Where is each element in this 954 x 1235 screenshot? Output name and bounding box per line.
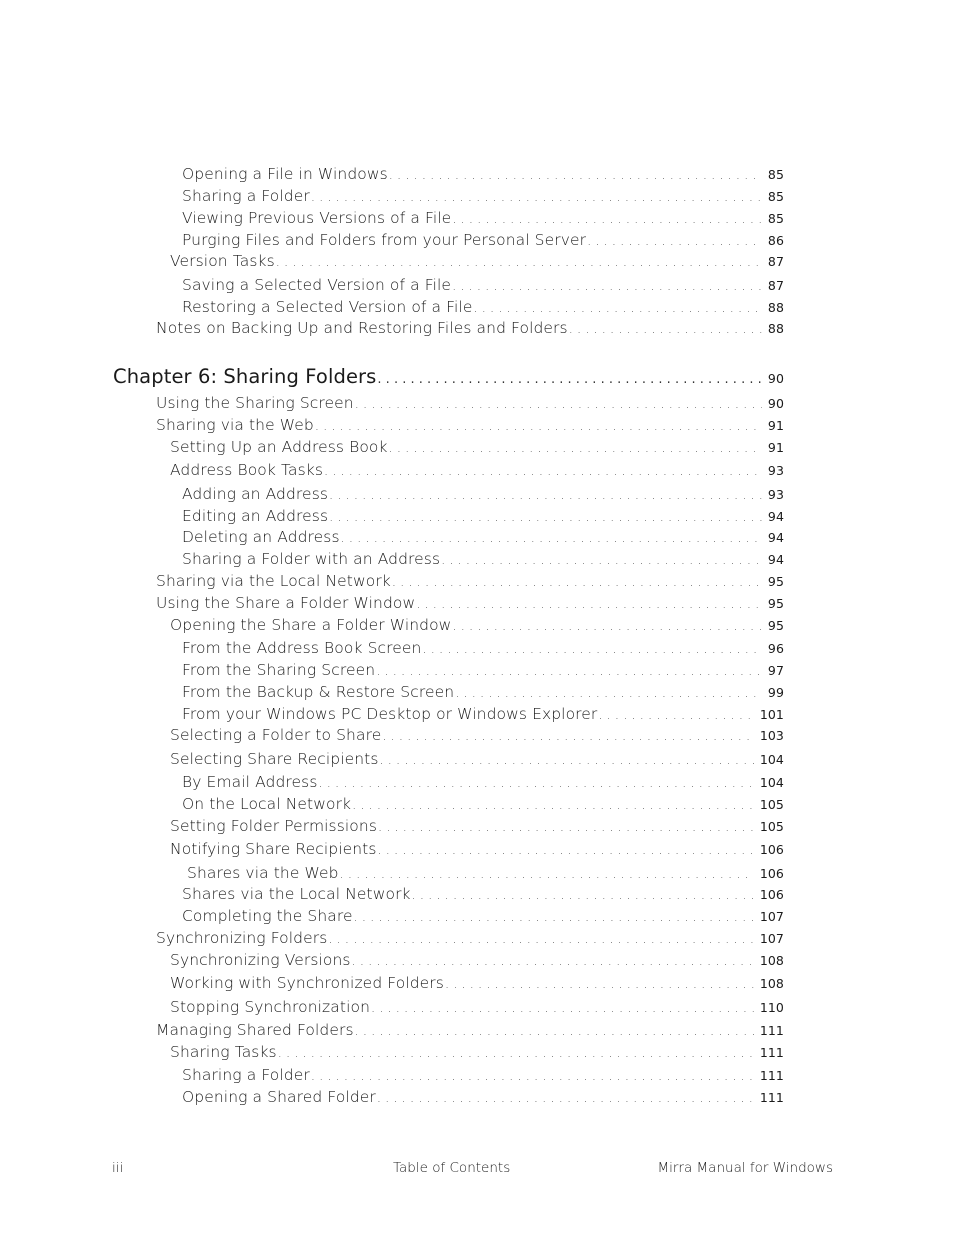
toc-entry-title: Shares via the Web [187, 864, 339, 882]
toc-entry-title: Working with Synchronized Folders [170, 974, 444, 992]
toc-entry-title: Opening a Shared Folder [182, 1088, 376, 1106]
toc-entry[interactable] [170, 252, 784, 270]
toc-entry[interactable] [182, 209, 784, 227]
toc-entry[interactable] [182, 795, 784, 813]
toc-entry-title: Sharing a Folder [182, 187, 310, 205]
toc-entry[interactable] [182, 683, 784, 701]
toc-entry-page-number: 104 [759, 775, 784, 790]
toc-entry-page-number: 88 [767, 321, 784, 336]
toc-dot-leader [278, 1046, 754, 1061]
toc-entry-title: Restoring a Selected Version of a File [182, 298, 473, 316]
toc-entry-title: Sharing via the Local Network [156, 572, 391, 590]
toc-entry-page-number: 105 [759, 797, 784, 812]
toc-entry-page-number: 87 [767, 254, 784, 269]
toc-entry-title: Chapter 6: Sharing Folders [113, 365, 377, 388]
toc-entry[interactable] [182, 1066, 784, 1084]
toc-dot-leader [445, 977, 754, 992]
toc-entry-title: From your Windows PC Desktop or Windows Explorer [182, 705, 598, 723]
toc-entry[interactable] [182, 705, 784, 723]
toc-entry[interactable] [170, 951, 784, 969]
toc-entry[interactable] [182, 485, 784, 503]
toc-entry-page-number: 99 [767, 685, 784, 700]
toc-entry-page-number: 111 [759, 1045, 784, 1060]
toc-entry[interactable] [170, 1043, 784, 1061]
toc-entry-title: Setting Folder Permissions [170, 817, 377, 835]
toc-entry-page-number: 93 [767, 463, 784, 478]
toc-entry-title: Deleting an Address [182, 528, 340, 546]
toc-entry-title: Selecting a Folder to Share [170, 726, 382, 744]
toc-entry-page-number: 88 [767, 300, 784, 315]
toc-entry-page-number: 106 [759, 866, 784, 881]
toc-entry-page-number: 108 [759, 976, 784, 991]
toc-dot-leader [377, 1091, 754, 1106]
toc-entry[interactable] [182, 639, 784, 657]
toc-entry-page-number: 106 [759, 842, 784, 857]
toc-entry[interactable] [182, 187, 784, 205]
toc-entry[interactable] [156, 319, 784, 337]
toc-dot-leader [441, 553, 762, 568]
toc-entry-page-number: 87 [767, 278, 784, 293]
toc-dot-leader [412, 888, 754, 903]
toc-dot-leader [276, 255, 762, 270]
toc-entry-page-number: 111 [759, 1023, 784, 1038]
toc-dot-leader [340, 867, 754, 882]
toc-entry-title: Opening the Share a Folder Window [170, 616, 452, 634]
toc-entry-page-number: 91 [767, 418, 784, 433]
toc-entry[interactable] [170, 461, 784, 479]
toc-dot-leader [376, 664, 762, 679]
toc-dot-leader [378, 820, 754, 835]
toc-dot-leader [328, 932, 753, 947]
toc-entry-title: Synchronizing Folders [156, 929, 328, 947]
toc-entry[interactable] [170, 438, 784, 456]
toc-entry-title: By Email Address [182, 773, 318, 791]
toc-entry[interactable] [156, 594, 784, 612]
toc-entry-page-number: 90 [767, 396, 784, 411]
toc-entry-page-number: 95 [767, 574, 784, 589]
toc-entry-page-number: 86 [767, 233, 784, 248]
toc-entry-title: Opening a File in Windows [182, 165, 388, 183]
toc-dot-leader [569, 322, 762, 337]
toc-dot-leader [389, 441, 762, 456]
toc-entry[interactable] [182, 907, 784, 925]
toc-dot-leader [380, 753, 754, 768]
toc-dot-leader [452, 619, 761, 634]
toc-dot-leader [416, 597, 762, 612]
toc-entry-title: From the Backup & Restore Screen [182, 683, 455, 701]
toc-dot-leader [587, 234, 762, 249]
toc-dot-leader [382, 729, 753, 744]
toc-entry-page-number: 85 [767, 211, 784, 226]
toc-dot-leader [311, 1069, 754, 1084]
toc-entry[interactable] [170, 817, 784, 835]
toc-entry-page-number: 85 [767, 189, 784, 204]
toc-entry-page-number: 111 [759, 1090, 784, 1105]
toc-entry[interactable] [182, 165, 784, 183]
toc-entry-title: Synchronizing Versions [170, 951, 351, 969]
toc-entry[interactable] [156, 416, 784, 434]
toc-entry-page-number: 94 [767, 530, 784, 545]
toc-entry-title: Saving a Selected Version of a File [182, 276, 452, 294]
toc-dot-leader [315, 419, 762, 434]
toc-entry-title: Setting Up an Address Book [170, 438, 388, 456]
toc-entry-page-number: 95 [767, 596, 784, 611]
toc-entry-page-number: 103 [759, 728, 784, 743]
toc-entry-page-number: 105 [759, 819, 784, 834]
toc-entry-page-number: 104 [759, 752, 784, 767]
toc-entry-page-number: 107 [759, 909, 784, 924]
toc-entry[interactable] [182, 885, 784, 903]
toc-entry[interactable] [170, 616, 784, 634]
toc-entry-title: Version Tasks [170, 252, 275, 270]
toc-dot-leader [329, 510, 762, 525]
toc-entry-title: Shares via the Local Network [182, 885, 411, 903]
toc-entry[interactable] [182, 528, 784, 546]
toc-dot-leader [392, 575, 762, 590]
toc-entry[interactable] [182, 550, 784, 568]
toc-entry-title: Sharing a Folder [182, 1066, 310, 1084]
toc-entry-title: Address Book Tasks [170, 461, 324, 479]
toc-dot-leader [355, 397, 762, 412]
toc-entry[interactable] [182, 1088, 784, 1106]
toc-dot-leader [352, 798, 754, 813]
toc-entry[interactable] [156, 1021, 784, 1039]
toc-entry[interactable] [156, 572, 784, 590]
toc-entry-page-number: 110 [759, 1000, 784, 1015]
toc-entry-page-number: 107 [759, 931, 784, 946]
toc-dot-leader [341, 531, 762, 546]
toc-entry-title: Selecting Share Recipients [170, 750, 379, 768]
toc-entry-page-number: 106 [759, 887, 784, 902]
toc-entry[interactable] [170, 726, 784, 744]
toc-dot-leader [378, 843, 754, 858]
toc-entry-title: From the Address Book Screen [182, 639, 422, 657]
toc-entry-page-number: 85 [767, 167, 784, 182]
toc-entry-title: Notifying Share Recipients [170, 840, 377, 858]
toc-entry-title: Notes on Backing Up and Restoring Files and Folders [156, 319, 568, 337]
toc-dot-leader [352, 954, 754, 969]
toc-entry-page-number: 94 [767, 509, 784, 524]
toc-entry-page-number: 111 [759, 1068, 784, 1083]
toc-entry-title: Using the Share a Folder Window [156, 594, 416, 612]
toc-entry-page-number: 97 [767, 663, 784, 678]
toc-entry-title: Managing Shared Folders [156, 1021, 354, 1039]
footer-section-title: Table of Contents [393, 1160, 511, 1176]
toc-entry-title: Sharing a Folder with an Address [182, 550, 441, 568]
toc-entry-title: Stopping Synchronization [170, 998, 370, 1016]
toc-dot-leader [455, 686, 762, 701]
toc-entry-title: Sharing Tasks [170, 1043, 277, 1061]
toc-entry[interactable] [182, 661, 784, 679]
toc-dot-leader [354, 910, 754, 925]
toc-entry-title: From the Sharing Screen [182, 661, 376, 679]
toc-dot-leader [598, 708, 753, 723]
toc-entry-page-number: 93 [767, 487, 784, 502]
toc-entry-title: Using the Sharing Screen [156, 394, 354, 412]
toc-entry-page-number: 108 [759, 953, 784, 968]
toc-entry-title: Sharing via the Web [156, 416, 314, 434]
toc-entry-page-number: 96 [767, 641, 784, 656]
toc-entry-page-number: 95 [767, 618, 784, 633]
toc-dot-leader [473, 301, 761, 316]
toc-entry-page-number: 90 [767, 371, 784, 386]
toc-dot-leader [389, 168, 762, 183]
toc-entry[interactable] [182, 298, 784, 316]
toc-entry[interactable] [156, 929, 784, 947]
toc-entry[interactable] [156, 394, 784, 412]
toc-dot-leader [319, 776, 754, 791]
toc-entry[interactable] [182, 773, 784, 791]
toc-entry-title: Viewing Previous Versions of a File [182, 209, 452, 227]
toc-entry-title: Editing an Address [182, 507, 329, 525]
toc-entry[interactable] [170, 840, 784, 858]
footer-page-number: iii [112, 1160, 124, 1176]
toc-entry-page-number: 94 [767, 552, 784, 567]
toc-entry-title: Adding an Address [182, 485, 329, 503]
toc-entry-title: On the Local Network [182, 795, 352, 813]
toc-entry[interactable] [170, 974, 784, 992]
toc-entry[interactable] [182, 276, 784, 294]
toc-dot-leader [452, 212, 762, 227]
toc-chapter-entry[interactable] [113, 365, 784, 388]
toc-entry-page-number: 91 [767, 440, 784, 455]
toc-entry[interactable] [182, 231, 784, 249]
toc-dot-leader [422, 642, 761, 657]
toc-dot-leader [377, 372, 761, 387]
toc-dot-leader [371, 1001, 754, 1016]
toc-entry[interactable] [170, 750, 784, 768]
toc-dot-leader [324, 464, 762, 479]
toc-dot-leader [452, 279, 762, 294]
toc-dot-leader [329, 488, 762, 503]
toc-entry[interactable] [170, 998, 784, 1016]
toc-entry[interactable] [187, 864, 784, 882]
toc-dot-leader [311, 190, 762, 205]
toc-entry-title: Purging Files and Folders from your Personal Server [182, 231, 587, 249]
footer-document-title: Mirra Manual for Windows [657, 1160, 833, 1176]
toc-dot-leader [355, 1024, 754, 1039]
toc-entry[interactable] [182, 507, 784, 525]
toc-entry-page-number: 101 [759, 707, 784, 722]
toc-entry-title: Completing the Share [182, 907, 353, 925]
